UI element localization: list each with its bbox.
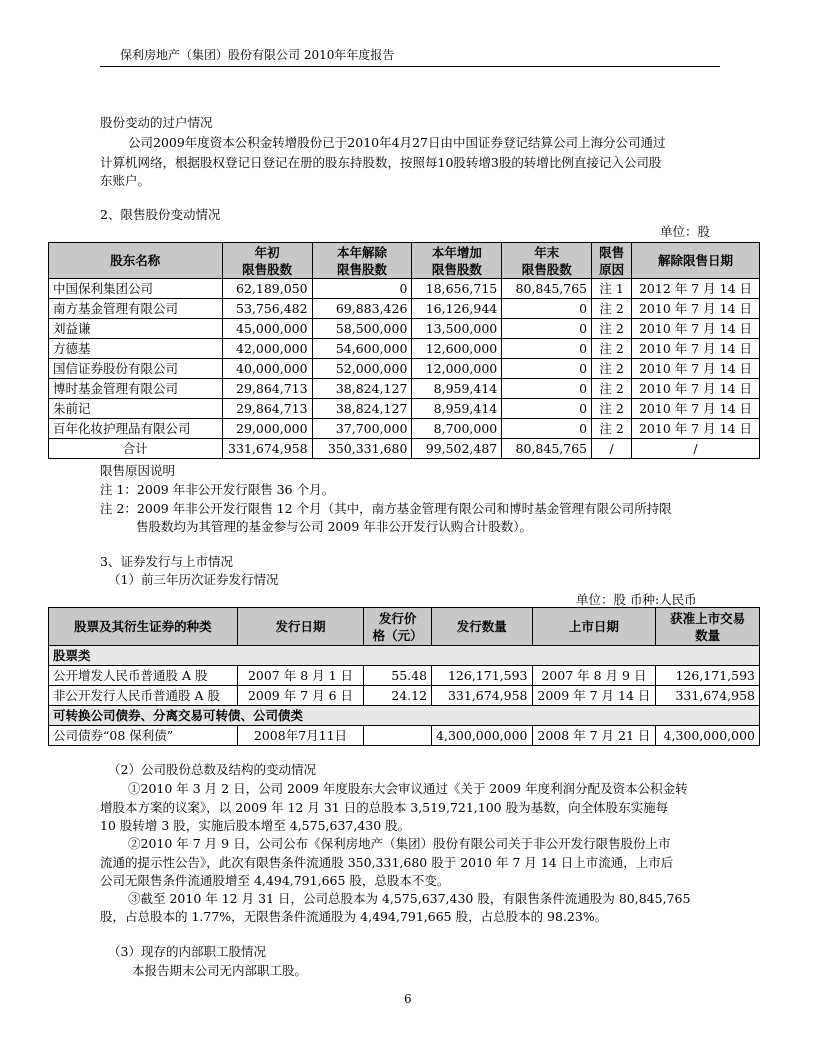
col-released: 本年解除 限售股数: [312, 243, 412, 279]
table-row: [49, 339, 760, 359]
structure-line-3: 10 股转增 3 股，实施后股本增至 4,575,637,430 股。: [100, 818, 411, 833]
table-row: [49, 379, 760, 399]
total-cell-begin: 331,674,958: [222, 439, 312, 459]
cell-shareholder: 方德基: [49, 339, 223, 359]
cell-released: 52,000,000: [312, 359, 412, 379]
cell-shareholder: 中国保利集团公司: [49, 279, 223, 299]
total-cell-added: 99,502,487: [412, 439, 502, 459]
cell-release-date: 2010 年 7 月 14 日: [632, 339, 760, 359]
structure-line-6: 公司无限售条件流通股增至 4,494,791,665 股，总股本不变。: [100, 873, 450, 888]
cell-begin: 40,000,000: [222, 359, 312, 379]
cell-reason: 注 2: [592, 399, 632, 419]
cell-reason: 注 2: [592, 359, 632, 379]
cell-begin: 45,000,000: [222, 319, 312, 339]
cell-end: 80,845,765: [502, 279, 592, 299]
structure-line-2: 增股本方案的议案》，以 2009 年 12 月 31 日的总股本 3,519,721,100 股为基数，向全体股东实施每: [100, 800, 669, 815]
col-end: 年末 限售股数: [502, 243, 592, 279]
page-number: 6: [404, 992, 412, 1006]
total-cell-end: 80,845,765: [502, 439, 592, 459]
table-row: [49, 726, 760, 746]
employee-text: 本报告期末公司无内部职工股。: [132, 963, 308, 978]
cell-end: 0: [502, 399, 592, 419]
cell-end: 0: [502, 379, 592, 399]
cell-begin: 42,000,000: [222, 339, 312, 359]
issuance-header-row: [49, 608, 760, 646]
note-2-line-1: 注 2：2009 年非公开发行限售 12 个月（其中，南方基金管理有限公司和博时基金管理有限公司所持限: [100, 501, 672, 516]
cell-released: 38,824,127: [312, 399, 412, 419]
cell-issue-quantity: 4,300,000,000: [432, 726, 532, 746]
cell-reason: 注 1: [592, 279, 632, 299]
category-label: 可转换公司债券、分离交易可转债、公司债类: [49, 706, 760, 726]
col-added: 本年增加 限售股数: [412, 243, 502, 279]
employee-heading: （3）现存的内部职工股情况: [108, 944, 266, 959]
cell-shareholder: 刘益谦: [49, 319, 223, 339]
cell-shareholder: 博时基金管理有限公司: [49, 379, 223, 399]
cell-added: 8,959,414: [412, 379, 502, 399]
cell-added: 13,500,000: [412, 319, 502, 339]
cell-reason: 注 2: [592, 339, 632, 359]
transfer-heading: 股份变动的过户情况: [100, 115, 213, 130]
issuance-subheading: （1）前三年历次证券发行情况: [108, 572, 279, 587]
cell-released: 54,600,000: [312, 339, 412, 359]
total-cell-shareholder: 合计: [49, 439, 223, 459]
cell-approved-quantity: 331,674,958: [656, 686, 760, 706]
cell-shareholder: 百年化妆护理品有限公司: [49, 419, 223, 439]
category-label: 股票类: [49, 646, 760, 666]
header-rule: [100, 66, 720, 67]
col-issue-quantity: 发行数量: [432, 608, 532, 646]
cell-release-date: 2010 年 7 月 14 日: [632, 399, 760, 419]
total-row: [49, 439, 760, 459]
notes-title: 限售原因说明: [100, 463, 176, 478]
structure-line-7: ③截至 2010 年 12 月 31 日，公司总股本为 4,575,637,430 股，有限售条件流通股为 80,845,765: [128, 891, 691, 906]
cell-end: 0: [502, 319, 592, 339]
structure-line-5: 流通的提示性公告》，此次有限售条件流通股 350,331,680 股于 2010 年 7 月 14 日上市流通，上市后: [100, 855, 674, 870]
cell-end: 0: [502, 299, 592, 319]
structure-line-1: ①2010 年 3 月 2 日，公司 2009 年度股东大会审议通过《关于 2009 年度利润分配及资本公积金转: [128, 781, 688, 796]
cell-added: 12,000,000: [412, 359, 502, 379]
cell-reason: 注 2: [592, 419, 632, 439]
total-cell-reason: /: [592, 439, 632, 459]
cell-added: 18,656,715: [412, 279, 502, 299]
cell-type: 公开增发人民币普通股 A 股: [49, 666, 238, 686]
cell-shareholder: 南方基金管理有限公司: [49, 299, 223, 319]
category-row-bonds: [49, 706, 760, 726]
cell-release-date: 2012 年 7 月 14 日: [632, 279, 760, 299]
col-shareholder: 股东名称: [49, 243, 223, 279]
structure-heading: （2）公司股份总数及结构的变动情况: [108, 762, 316, 777]
cell-approved-quantity: 126,171,593: [656, 666, 760, 686]
cell-issue-price: 24.12: [364, 686, 432, 706]
cell-release-date: 2010 年 7 月 14 日: [632, 319, 760, 339]
cell-begin: 29,864,713: [222, 379, 312, 399]
table-row: [49, 359, 760, 379]
cell-issue-quantity: 331,674,958: [432, 686, 532, 706]
structure-line-8: 股，占总股本的 1.77%，无限售条件流通股为 4,494,791,665 股，占总股本的 98.23%。: [100, 909, 608, 924]
cell-issue-quantity: 126,171,593: [432, 666, 532, 686]
note-1: 注 1：2009 年非公开发行限售 36 个月。: [100, 482, 335, 497]
cell-issue-date: 2008年7月11日: [237, 726, 364, 746]
cell-reason: 注 2: [592, 319, 632, 339]
cell-approved-quantity: 4,300,000,000: [656, 726, 760, 746]
total-cell-released: 350,331,680: [312, 439, 412, 459]
cell-type: 非公开发行人民币普通股 A 股: [49, 686, 238, 706]
table-header-row: [49, 243, 760, 279]
cell-released: 0: [312, 279, 412, 299]
table-row: [49, 299, 760, 319]
cell-issue-date: 2007 年 8 月 1 日: [237, 666, 364, 686]
cell-end: 0: [502, 419, 592, 439]
cell-listing-date: 2009 年 7 月 14 日: [532, 686, 656, 706]
issuance-table: [48, 607, 760, 746]
restricted-unit: 单位：股: [660, 224, 711, 239]
col-release-date: 解除限售日期: [632, 243, 760, 279]
table-row: [49, 666, 760, 686]
cell-released: 58,500,000: [312, 319, 412, 339]
cell-release-date: 2010 年 7 月 14 日: [632, 419, 760, 439]
cell-release-date: 2010 年 7 月 14 日: [632, 299, 760, 319]
note-2-line-2: 售股数均为其管理的基金参与公司 2009 年非公开发行认购合计股数）。: [136, 519, 533, 534]
structure-line-4: ②2010 年 7 月 9 日，公司公布《保利房地产（集团）股份有限公司关于非公开发行限售股份上市: [128, 836, 671, 851]
cell-release-date: 2010 年 7 月 14 日: [632, 359, 760, 379]
table-row: [49, 399, 760, 419]
total-cell-release-date: /: [632, 439, 760, 459]
transfer-line-3: 东账户。: [100, 173, 151, 188]
table-row: [49, 279, 760, 299]
cell-listing-date: 2008 年 7 月 21 日: [532, 726, 656, 746]
cell-released: 69,883,426: [312, 299, 412, 319]
table-row: [49, 419, 760, 439]
table-row: [49, 319, 760, 339]
cell-type: 公司债券“08 保利债”: [49, 726, 238, 746]
cell-added: 8,700,000: [412, 419, 502, 439]
col-security-type: 股票及其衍生证券的种类: [49, 608, 238, 646]
cell-listing-date: 2007 年 8 月 9 日: [532, 666, 656, 686]
cell-issue-price: [364, 726, 432, 746]
cell-reason: 注 2: [592, 299, 632, 319]
cell-shareholder: 国信证券股份有限公司: [49, 359, 223, 379]
cell-begin: 62,189,050: [222, 279, 312, 299]
cell-end: 0: [502, 339, 592, 359]
transfer-line-2: 计算机网络，根据股权登记日登记在册的股东持股数，按照每10股转增3股的转增比例直接记入公司股: [100, 155, 662, 170]
cell-added: 16,126,944: [412, 299, 502, 319]
col-listing-date: 上市日期: [532, 608, 656, 646]
restricted-shares-table: [48, 242, 760, 459]
issuance-unit: 单位：股 币种:人民币: [576, 592, 697, 607]
restricted-heading: 2、限售股份变动情况: [100, 207, 221, 222]
col-issue-date: 发行日期: [237, 608, 364, 646]
col-issue-price: 发行价 格（元）: [364, 608, 432, 646]
cell-shareholder: 朱前记: [49, 399, 223, 419]
col-approved-quantity: 获准上市交易 数量: [656, 608, 760, 646]
col-reason: 限售 原因: [592, 243, 632, 279]
cell-added: 12,600,000: [412, 339, 502, 359]
category-row-stocks: [49, 646, 760, 666]
cell-end: 0: [502, 359, 592, 379]
report-header: 保利房地产（集团）股份有限公司 2010年年度报告: [120, 48, 395, 62]
cell-issue-price: 55.48: [364, 666, 432, 686]
col-begin: 年初 限售股数: [222, 243, 312, 279]
transfer-line-1: 公司2009年度资本公积金转增股份已于2010年4月27日由中国证券登记结算公司上海分公司通过: [128, 135, 666, 150]
cell-reason: 注 2: [592, 379, 632, 399]
cell-released: 38,824,127: [312, 379, 412, 399]
table-row: [49, 686, 760, 706]
cell-begin: 53,756,482: [222, 299, 312, 319]
cell-begin: 29,000,000: [222, 419, 312, 439]
issuance-heading: 3、证券发行与上市情况: [100, 554, 233, 569]
cell-released: 37,700,000: [312, 419, 412, 439]
cell-added: 8,959,414: [412, 399, 502, 419]
cell-issue-date: 2009 年 7 月 6 日: [237, 686, 364, 706]
cell-release-date: 2010 年 7 月 14 日: [632, 379, 760, 399]
cell-begin: 29,864,713: [222, 399, 312, 419]
